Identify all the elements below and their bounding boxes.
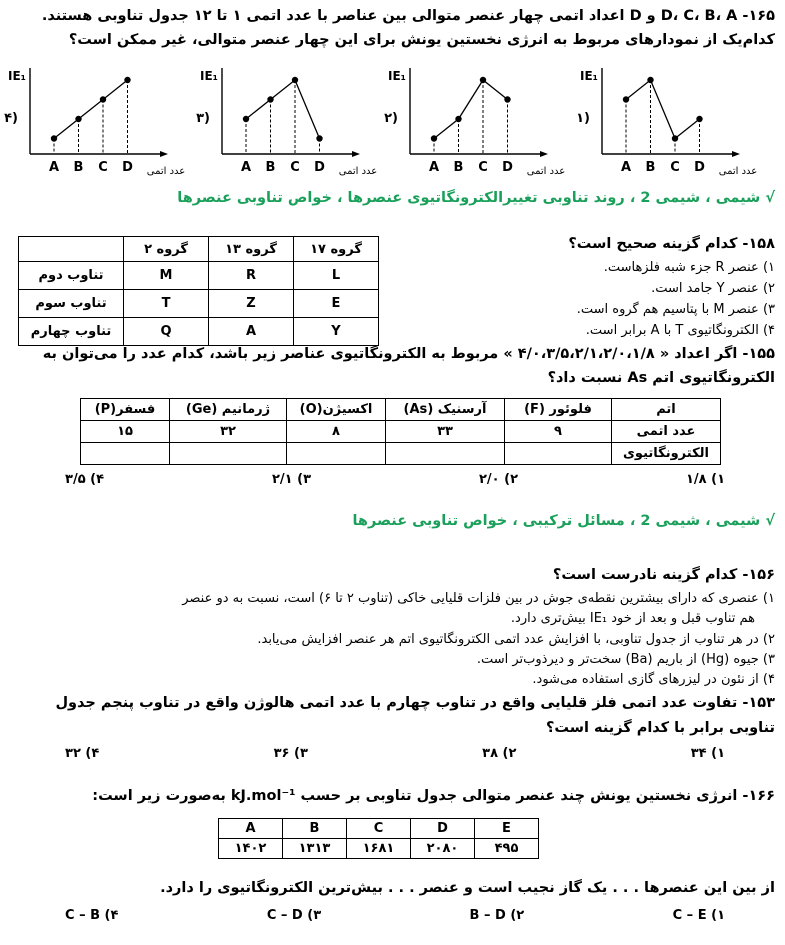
q155-cell: عدد اتمی: [612, 421, 721, 443]
ie-line: [246, 80, 320, 139]
section-header-1: √ شیمی ، شیمی 2 ، روند تناوبی تغییرالکترونگاتیوی عنصرها ، خواص تناوبی عنصرها: [177, 190, 775, 206]
q155-header: آرسنیک (As): [386, 399, 505, 421]
data-point: [647, 77, 653, 83]
q166-value: ۴۹۵: [475, 839, 539, 859]
data-point: [480, 77, 486, 83]
q158-header: گروه ۲: [124, 237, 209, 262]
x-tick-label: D: [694, 160, 705, 175]
q166-value: ۱۴۰۲: [219, 839, 283, 859]
q165-line2: کدام‌یک از نمودارهای مربوط به انرژی نخستین یونش برای این چهار عنصر متوالی، غیر ممکن است؟: [68, 32, 775, 48]
q156-option-2[interactable]: ۲) در هر تناوب از جدول تناوبی، با افزایش عدد اتمی الکترونگاتیوی اتم هر عنصر افزایش می‌یابد.: [257, 632, 775, 647]
q166-header: B: [283, 819, 347, 839]
x-tick-label: D: [314, 160, 325, 175]
q158-cell: L: [294, 262, 379, 290]
chart-number: ۲): [384, 111, 398, 126]
q156-option-1-cont: هم تناوب قبل و بعد از خود IE₁ بیش‌تری دارد.: [510, 611, 755, 626]
ie-line: [626, 80, 700, 139]
data-point: [455, 116, 461, 122]
q156-option-4[interactable]: ۴) از نئون در لیزرهای گازی استفاده می‌شود.: [532, 672, 775, 687]
q158-header: [19, 237, 124, 262]
data-point: [124, 77, 130, 83]
x-tick-label: A: [240, 160, 252, 175]
q158-option-2[interactable]: ۲) عنصر Y جامد است.: [651, 281, 775, 296]
q165-charts: [0, 62, 785, 180]
q158-cell: T: [124, 290, 209, 318]
q156-option-1[interactable]: ۱) عنصری که دارای بیشترین نقطه‌ی جوش در بین فلزات قلیایی خاکی (تناوب ۲ تا ۶) است، نسبت به دو عنصر: [182, 591, 775, 606]
ie-line: [434, 80, 508, 139]
section-header-2: √ شیمی ، شیمی 2 ، مسائل ترکیبی ، خواص تناوبی عنصرها: [352, 513, 775, 529]
q155-cell: ۳۳: [386, 421, 505, 443]
q166-value: ۲۰۸۰: [411, 839, 475, 859]
q155-cell: الکترونگاتیوی: [612, 443, 721, 465]
data-point: [292, 77, 298, 83]
q166-option-4[interactable]: ۴) C – B: [65, 908, 119, 923]
q158-row-label: تناوب سوم: [19, 290, 124, 318]
q155-cell: [505, 443, 612, 465]
q153-option-4[interactable]: ۴) ۳۲: [65, 746, 100, 761]
q153-line2: تناوبی برابر با کدام گزینه است؟: [546, 720, 775, 736]
x-tick-label: A: [428, 160, 440, 175]
q158-cell: Y: [294, 318, 379, 346]
q155-options: [65, 470, 725, 489]
y-axis-label: IE₁: [8, 69, 26, 83]
q155-header: ژرمانیم (Ge): [170, 399, 287, 421]
q166-header: E: [475, 819, 539, 839]
q158-option-1[interactable]: ۱) عنصر R جزء شبه فلزهاست.: [603, 260, 775, 275]
x-tick-label: C: [478, 160, 488, 175]
data-point: [267, 96, 273, 102]
q165-line1: ۱۶۵- D، C، B، A و D اعداد اتمی چهار عنصر متوالی بین عناصر با عدد اتمی ۱ تا ۱۲ جدول تناوبی هستند.: [41, 8, 775, 24]
x-tick-label: D: [122, 160, 133, 175]
x-tick-label: B: [265, 160, 276, 175]
data-point: [431, 135, 437, 141]
q155-cell: [386, 443, 505, 465]
q155-option-4[interactable]: ۴) ۳/۵: [65, 472, 105, 487]
q166-title: ۱۶۶- انرژی نخستین یونش چند عنصر متوالی جدول تناوبی بر حسب kJ.mol⁻¹ به‌صورت زیر است:: [92, 788, 775, 804]
y-axis-label: IE₁: [200, 69, 218, 83]
y-axis-label: IE₁: [388, 69, 406, 83]
q155-cell: ۱۵: [81, 421, 170, 443]
q158-cell: Z: [209, 290, 294, 318]
q158-row-label: تناوب چهارم: [19, 318, 124, 346]
q155-cell: [287, 443, 386, 465]
x-tick-label: C: [670, 160, 680, 175]
x-tick-label: A: [620, 160, 632, 175]
q155-cell: [170, 443, 287, 465]
q166-question: از بین این عنصرها . . . یک گاز نجیب است و عنصر . . . بیش‌ترین الکترونگاتیوی را دارد.: [160, 880, 775, 896]
q166-header: A: [219, 819, 283, 839]
q153-option-3[interactable]: ۳) ۳۶: [273, 746, 308, 761]
q153-line1: ۱۵۳- تفاوت عدد اتمی فلز قلیایی واقع در تناوب چهارم با عدد اتمی هالوژن واقع در تناوب پنجم جدول: [55, 695, 775, 711]
q158-title: ۱۵۸- کدام گزینه صحیح است؟: [568, 236, 775, 252]
q155-header: اتم: [612, 399, 721, 421]
q166-option-2[interactable]: ۲) B – D: [469, 908, 525, 923]
x-axis-arrow: [160, 151, 168, 157]
q156-title: ۱۵۶- کدام گزینه نادرست است؟: [552, 567, 775, 583]
q155-line1: ۱۵۵- اگر اعداد « ۴/۰،۳/۵،۲/۱،۲/۰،۱/۸ » مربوط به الکترونگاتیوی عناصر زیر باشد، کدام عدد را می‌توان به: [42, 346, 775, 362]
q158-option-3[interactable]: ۳) عنصر M با پتاسیم هم گروه است.: [576, 302, 775, 317]
q155-cell: ۸: [287, 421, 386, 443]
data-point: [243, 116, 249, 122]
data-point: [75, 116, 81, 122]
q155-cell: ۹: [505, 421, 612, 443]
x-tick-label: A: [48, 160, 60, 175]
x-axis-arrow: [732, 151, 740, 157]
x-axis-arrow: [352, 151, 360, 157]
x-axis-arrow: [540, 151, 548, 157]
x-tick-label: B: [645, 160, 656, 175]
q155-header: فلوئور (F): [505, 399, 612, 421]
q166-value: ۱۳۱۳: [283, 839, 347, 859]
data-point: [696, 116, 702, 122]
x-axis-label: عدد اتمی: [338, 166, 378, 177]
q158-cell: M: [124, 262, 209, 290]
q158-header: گروه ۱۳: [209, 237, 294, 262]
x-tick-label: C: [98, 160, 108, 175]
q158-cell: E: [294, 290, 379, 318]
x-tick-label: B: [453, 160, 464, 175]
x-tick-label: B: [73, 160, 84, 175]
q155-line2: الکترونگاتیوی اتم As نسبت داد؟: [547, 370, 775, 386]
q155-option-2[interactable]: ۲) ۲/۰: [478, 472, 519, 487]
ie-line: [54, 80, 128, 139]
q166-header: C: [347, 819, 411, 839]
data-point: [623, 96, 629, 102]
q166-option-3[interactable]: ۳) C – D: [266, 908, 322, 923]
charts-svg: [0, 62, 785, 180]
x-axis-label: عدد اتمی: [718, 166, 758, 177]
q158-cell: R: [209, 262, 294, 290]
q155-cell: ۳۲: [170, 421, 287, 443]
chart-number: ۳): [196, 111, 210, 126]
q158-header: گروه ۱۷: [294, 237, 379, 262]
data-point: [51, 135, 57, 141]
q155-option-1[interactable]: ۱) ۱/۸: [685, 472, 725, 487]
q155-header: فسفر(P): [81, 399, 170, 421]
data-point: [100, 96, 106, 102]
x-axis-label: عدد اتمی: [146, 166, 186, 177]
data-point: [504, 96, 510, 102]
q166-header: D: [411, 819, 475, 839]
q153-option-1[interactable]: ۱) ۳۴: [690, 746, 725, 761]
q156-option-3[interactable]: ۳) جیوه (Hg) از باریم (Ba) سخت‌تر و دیرذوب‌تر است.: [476, 652, 775, 667]
q155-table: [80, 398, 721, 465]
chart-number: ۱): [576, 111, 590, 126]
data-point: [316, 135, 322, 141]
q153-options: [65, 744, 725, 763]
x-axis-label: عدد اتمی: [526, 166, 566, 177]
q166-options: [65, 906, 725, 925]
q158-row-label: تناوب دوم: [19, 262, 124, 290]
x-tick-label: D: [502, 160, 513, 175]
q153-option-2[interactable]: ۲) ۳۸: [482, 746, 517, 761]
q166-option-1[interactable]: ۱) C – E: [672, 908, 725, 923]
data-point: [672, 135, 678, 141]
q166-value: ۱۶۸۱: [347, 839, 411, 859]
chart-number: ۴): [4, 111, 18, 126]
q155-option-3[interactable]: ۳) ۲/۱: [272, 472, 312, 487]
q155-cell: [81, 443, 170, 465]
y-axis-label: IE₁: [580, 69, 598, 83]
q158-option-4[interactable]: ۴) الکترونگاتیوی T با A برابر است.: [585, 323, 775, 338]
x-tick-label: C: [290, 160, 300, 175]
q158-cell: A: [209, 318, 294, 346]
q158-table: [18, 236, 379, 346]
q155-header: اکسیژن(O): [287, 399, 386, 421]
q158-cell: Q: [124, 318, 209, 346]
q166-table: [218, 818, 539, 859]
